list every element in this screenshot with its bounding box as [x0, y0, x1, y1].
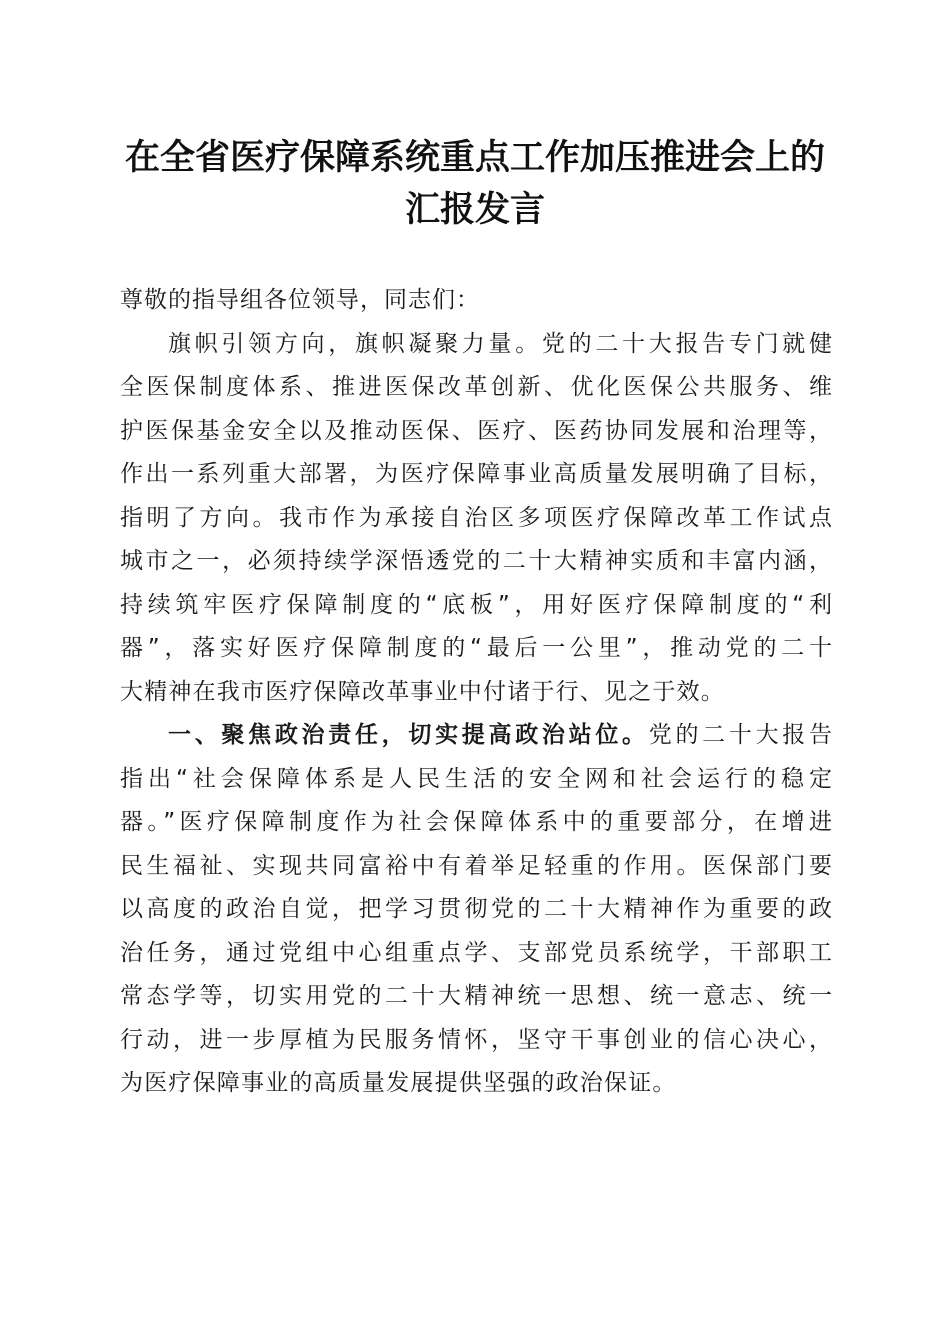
paragraph-1-line: 护医保基金安全以及推动医保、医疗、医药协同发展和治理等， [120, 417, 832, 444]
document-body [120, 279, 832, 1106]
paragraph-2-line: 以高度的政治自觉，把学习贯彻党的二十大精神作为重要的政 [120, 896, 832, 922]
section-heading: 一、聚焦政治责任，切实提高政治站位。 [168, 722, 649, 748]
document-title [100, 132, 850, 236]
paragraph-1-line: 旗帜引领方向，旗帜凝聚力量。党的二十大报告专门就健 [168, 330, 832, 357]
paragraph-1-line: 大精神在我市医疗保障改革事业中付诸于行、见之于效。 [120, 678, 725, 705]
paragraph-2-line: 民生福祉、实现共同富裕中有着举足轻重的作用。医保部门要 [120, 852, 832, 879]
paragraph-1-line: 指明了方向。我市作为承接自治区多项医疗保障改革工作试点 [120, 504, 832, 531]
paragraph-2-line: 器。”医疗保障制度作为社会保障体系中的重要部分，在增进 [120, 809, 832, 835]
paragraph-2 [120, 714, 832, 1106]
paragraph-1 [120, 323, 832, 715]
paragraph-1-line: 城市之一，必须持续学深悟透党的二十大精神实质和丰富内涵， [120, 548, 832, 574]
title-line-1: 在全省医疗保障系统重点工作加压推进会上的 [124, 137, 825, 178]
paragraph-2-line: 指出“社会保障体系是人民生活的安全网和社会运行的稳定 [120, 765, 832, 792]
paragraph-1-line: 作出一系列重大部署，为医疗保障事业高质量发展明确了目标， [120, 461, 832, 487]
salutation: 尊敬的指导组各位领导，同志们： [120, 287, 480, 313]
paragraph-2-first-line [120, 714, 832, 758]
paragraph-2-first-rest: 党的二十大报告 [648, 722, 833, 748]
paragraph-1-line: 器”，落实好医疗保障制度的“最后一公里”，推动党的二十 [120, 635, 832, 661]
paragraph-2-line: 为医疗保障事业的高质量发展提供坚强的政治保证。 [120, 1070, 677, 1096]
paragraph-2-line: 行动，进一步厚植为民服务情怀，坚守干事创业的信心决心， [120, 1026, 832, 1053]
paragraph-2-line: 治任务，通过党组中心组重点学、支部党员系统学，干部职工 [120, 939, 832, 966]
paragraph-1-line: 持续筑牢医疗保障制度的“底板”，用好医疗保障制度的“利 [120, 591, 832, 618]
paragraph-2-line: 常态学等，切实用党的二十大精神统一思想、统一意志、统一 [120, 983, 832, 1009]
paragraph-1-line: 全医保制度体系、推进医保改革创新、优化医保公共服务、维 [120, 374, 832, 400]
title-line-2: 汇报发言 [404, 189, 545, 230]
